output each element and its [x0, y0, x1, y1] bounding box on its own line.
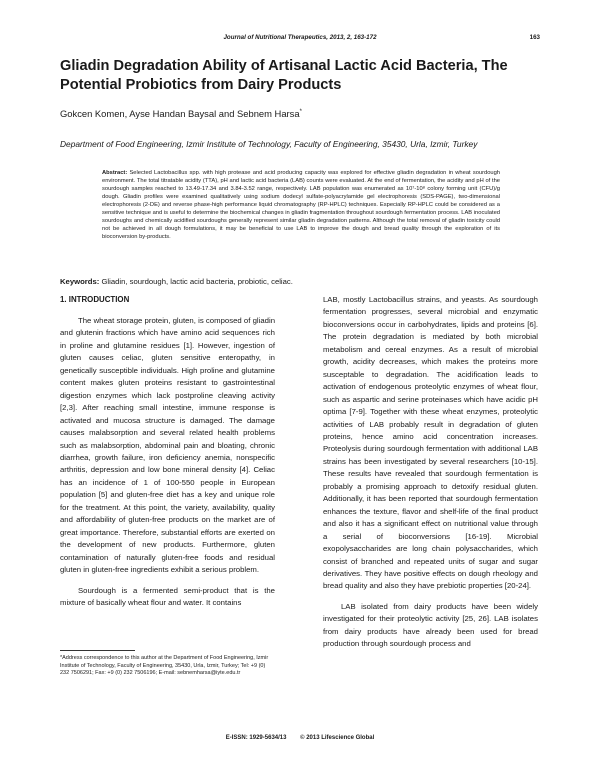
author-affiliation: Department of Food Engineering, Izmir Institute of Technology, Faculty of Engineering, 35430, Urla, Izmir, Turkey	[60, 139, 478, 149]
paper-title: Gliadin Degradation Ability of Artisanal Lactic Acid Bacteria, The Potential Probiotics from Dairy Products	[60, 58, 508, 93]
corresponding-author-marker: *	[299, 108, 302, 115]
author-list	[60, 108, 302, 119]
journal-reference: Journal of Nutritional Therapeutics, 2013, 2, 163-172	[223, 34, 377, 41]
abstract-text: Selected Lactobacillus spp. with high protease and acid producing capacity was explored for effective gliadin degradation in wheat sourdough environment. The total titratable acidity (TTA), pH and lactic acid bacteria (LAB) counts were evaluated. At the end of fermentation, the acidity and pH of the sourdough samples reached to 13.49-17.34 and 3.84-3.52 range, respectively. LAB population was enumerated as 10⁷-10⁸ colony forming unit (CFU)/g dough. Gliadin profiles were examined qualitatively using sodium dodecyl sulfate-polyacrylamide gel electrophoresis (SDS-PAGE), two-dimensional electrophoresis (2-DE) and reverse phase-high performance liquid chromatography (RP-HPLC) techniques. Especially RP-HPLC could be considered as a sensitive technique and is useful to determine the biochemical changes in gliadin fragmentation throughout sourdough fermentation process. LAB inoculated sourdoughs and chemically acidified sourdoughs generally represent similar gliadin degradation patterns. Although the total removal of gliadin toxicity could not be achieved in all dough formulations, it may be beneficial to use LAB to improve the dough and bread quality through the exploration of its bioconversion by-products.	[102, 170, 500, 240]
abstract	[102, 169, 500, 241]
keywords-text: Gliadin, sourdough, lactic acid bacteria, probiotic, celiac.	[101, 277, 293, 286]
body-paragraph: LAB, mostly Lactobacillus strains, and yeasts. As sourdough fermentation progresses, several microbial and enzymatic bioconversions occur in carbohydrates, lipids and proteins [6]. The protein degradation is mediated by both microbial metabolism and cereal enzymes. As a result of microbial growth, acidity decreases, which makes the proteins more susceptable to degradation. The acidification leads to activation of endogenous proteolytic enzymes of wheat flour, such as aspartic and serine proteinases which have acidic pH optima [7-9]. Together with these wheat enzymes, proteolytic activities of LAB probably result in degradation of gluten proteins, hence amino acid concentration increases. Proteolysis during sourdough fermentation with additional LAB strains has been investigated by several researchers [10-15]. These results have revealed that sourdough fermentation is probably a promising approach to detoxify residual gluten. Additionally, it has been reported that sourdough fermentation enhances the texture, flavor and shelf-life of the final product and also it has a significant effect on nutritional value through a serial of bioconversions [16-19]. Microbial exopolysaccharides are long chain polysaccharides, which consist of branched and repeated units of sugar and sugar derivatives. They have positive effects on dough rheology and bread quality and also they have prebiotic properties [20-24].	[323, 295, 538, 591]
page-number: 163	[529, 34, 540, 41]
body-paragraph: LAB isolated from dairy products have been widely investigated for their proteolytic activity [25, 26]. LAB isolates from dairy products have already been used for bread production through sourdough process and	[323, 601, 538, 649]
footer-copyright: © 2013 Lifescience Global	[300, 735, 375, 741]
body-paragraph: Sourdough is a fermented semi-product that is the mixture of basically wheat flour and water. It contains	[60, 585, 275, 607]
keywords-label: Keywords:	[60, 277, 100, 286]
body-paragraph: The wheat storage protein, gluten, is composed of gliadin and glutenin fractions which have amino acid sequences rich in proline and glutamine residues [1]. However, ingestion of gluten causes celiac, gluten sensitive enteropathy, in genetically susceptible individuals. High proline and glutamine content makes gluten proteins resistant to gastrointestinal digestion enzymes which lack postproline cleaving activity [2,3]. After reaching small intestine, immune response is activated and mucosa structure is damaged. The damage causes malabsorption and several related health problems such as malabsorption, abdominal pain and bloating, chronic diarrhea, growth failure, iron deficiency anemia, nonspecific arthritis, depression and low bone mineral density [4]. Celiac has an incidence of 1 of 100-550 people in European population [5] and gluten-free diet has a key and unique role for the treatment. At this point, the variety, availability, quality and affordability of gluten-free products on the market are of great importance. Therefore, substantial efforts are exerted on the development of new products. Furthermore, gluten contamination of naturally gluten-free foods and residual gluten in gluten-free ingredients exhibit a serious problem.	[60, 316, 275, 575]
correspondence-footnote: *Address correspondence to this author at the Department of Food Engineering, Izmir Institute of Technology, Faculty of Engineering, 35430, Urla, Izmir, Turkey; Tel: +9 (0) 232 7506291; Fax: +9 (0) 232 7506196; E-mail: sebnemharsa@iyte.edu.tr	[60, 655, 269, 677]
page-footer	[0, 735, 600, 741]
footer-issn: E-ISSN: 1929-5634/13	[225, 735, 287, 741]
keywords	[60, 277, 293, 286]
right-column	[323, 294, 538, 659]
section-heading: 1. INTRODUCTION	[60, 295, 130, 304]
running-header	[60, 34, 540, 46]
left-column	[60, 294, 275, 617]
author-names: Gokcen Komen, Ayse Handan Baysal and Sebnem Harsa	[60, 108, 300, 119]
footnote-divider	[60, 650, 135, 651]
abstract-label: Abstract:	[102, 170, 128, 176]
